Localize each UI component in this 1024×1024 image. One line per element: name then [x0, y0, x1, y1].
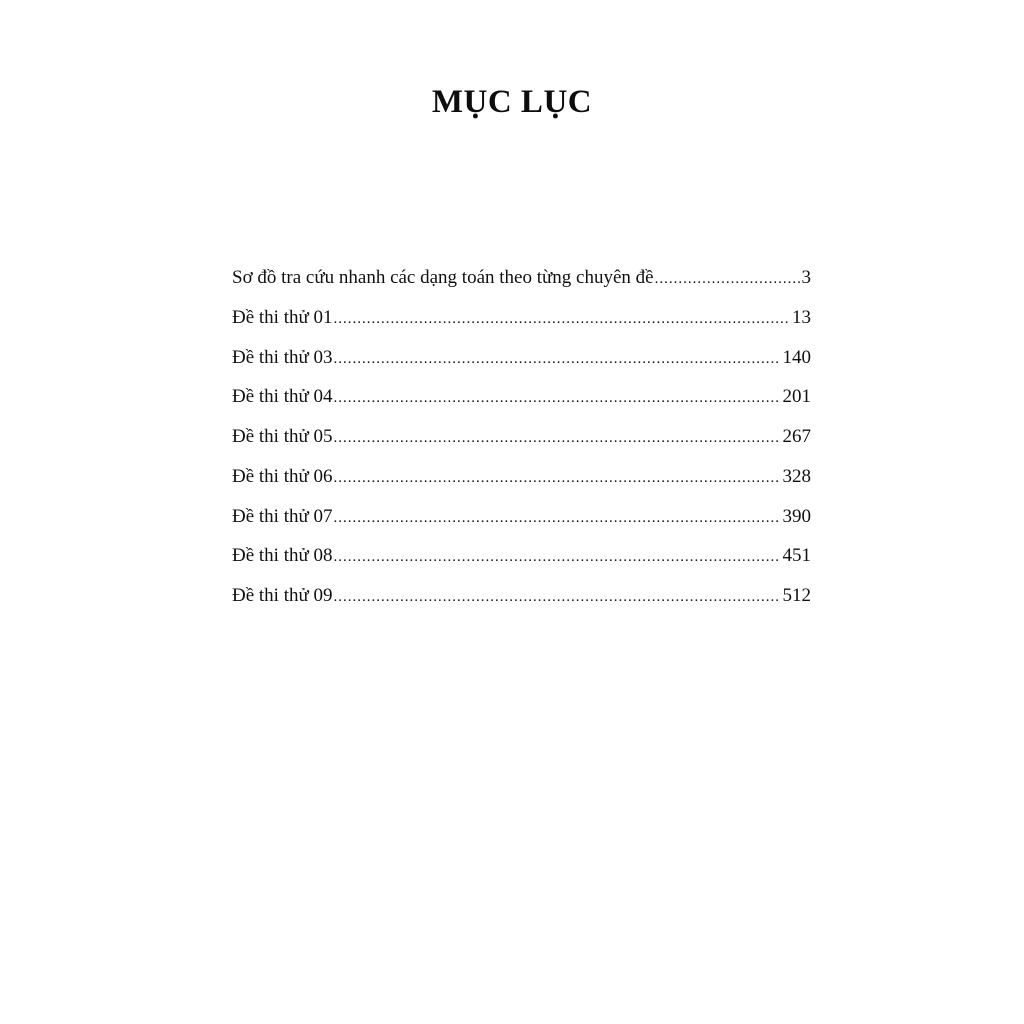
- toc-entry-label: Đề thi thử 05: [232, 426, 333, 447]
- toc-entry-label: Đề thi thử 09: [232, 585, 333, 606]
- toc-entry-label: Đề thi thử 04: [232, 386, 333, 408]
- toc-entry-label: Đề thi thử 01: [232, 306, 333, 328]
- toc-entry-label: Sơ đồ tra cứu nhanh các dạng toán theo từng chuyên đề: [232, 267, 654, 288]
- toc-entry: [232, 417, 811, 457]
- toc-entry: [232, 258, 811, 298]
- toc-entry-label: Đề thi thử 06: [232, 465, 333, 487]
- toc-entry-label: Đề thi thử 03: [232, 346, 333, 368]
- toc-dot-leader: [334, 340, 781, 378]
- toc-entry: [232, 457, 811, 497]
- toc-dot-leader: [334, 499, 781, 537]
- toc-entry-page: 390: [782, 505, 811, 527]
- page-title: MỤC LỤC: [431, 84, 593, 120]
- toc-dot-leader: [334, 459, 781, 497]
- toc-entry-page: 3: [801, 267, 811, 288]
- toc-entry-page: 267: [782, 426, 811, 447]
- toc-entry-page: 451: [782, 545, 811, 567]
- toc-entry: [232, 298, 811, 338]
- toc-dot-leader: [334, 300, 790, 338]
- toc-entry-label: Đề thi thử 08: [232, 545, 333, 567]
- toc-dot-leader: [655, 260, 800, 298]
- toc-entry: [232, 536, 811, 576]
- toc-entry-page: 13: [792, 306, 811, 328]
- toc-dot-leader: [334, 578, 781, 616]
- toc-entry-page: 328: [782, 465, 811, 487]
- toc-entry: [232, 377, 811, 417]
- toc-dot-leader: [334, 379, 781, 417]
- toc-dot-leader: [334, 538, 781, 576]
- toc-entry-page: 512: [782, 585, 811, 606]
- toc-entry-label: Đề thi thử 07: [232, 505, 333, 527]
- toc-entry: [232, 338, 811, 378]
- toc-entry: [232, 576, 811, 616]
- table-of-contents: [232, 258, 811, 616]
- toc-entry: [232, 497, 811, 537]
- toc-entry-page: 140: [782, 346, 811, 368]
- toc-entry-page: 201: [782, 386, 811, 408]
- toc-dot-leader: [334, 419, 781, 457]
